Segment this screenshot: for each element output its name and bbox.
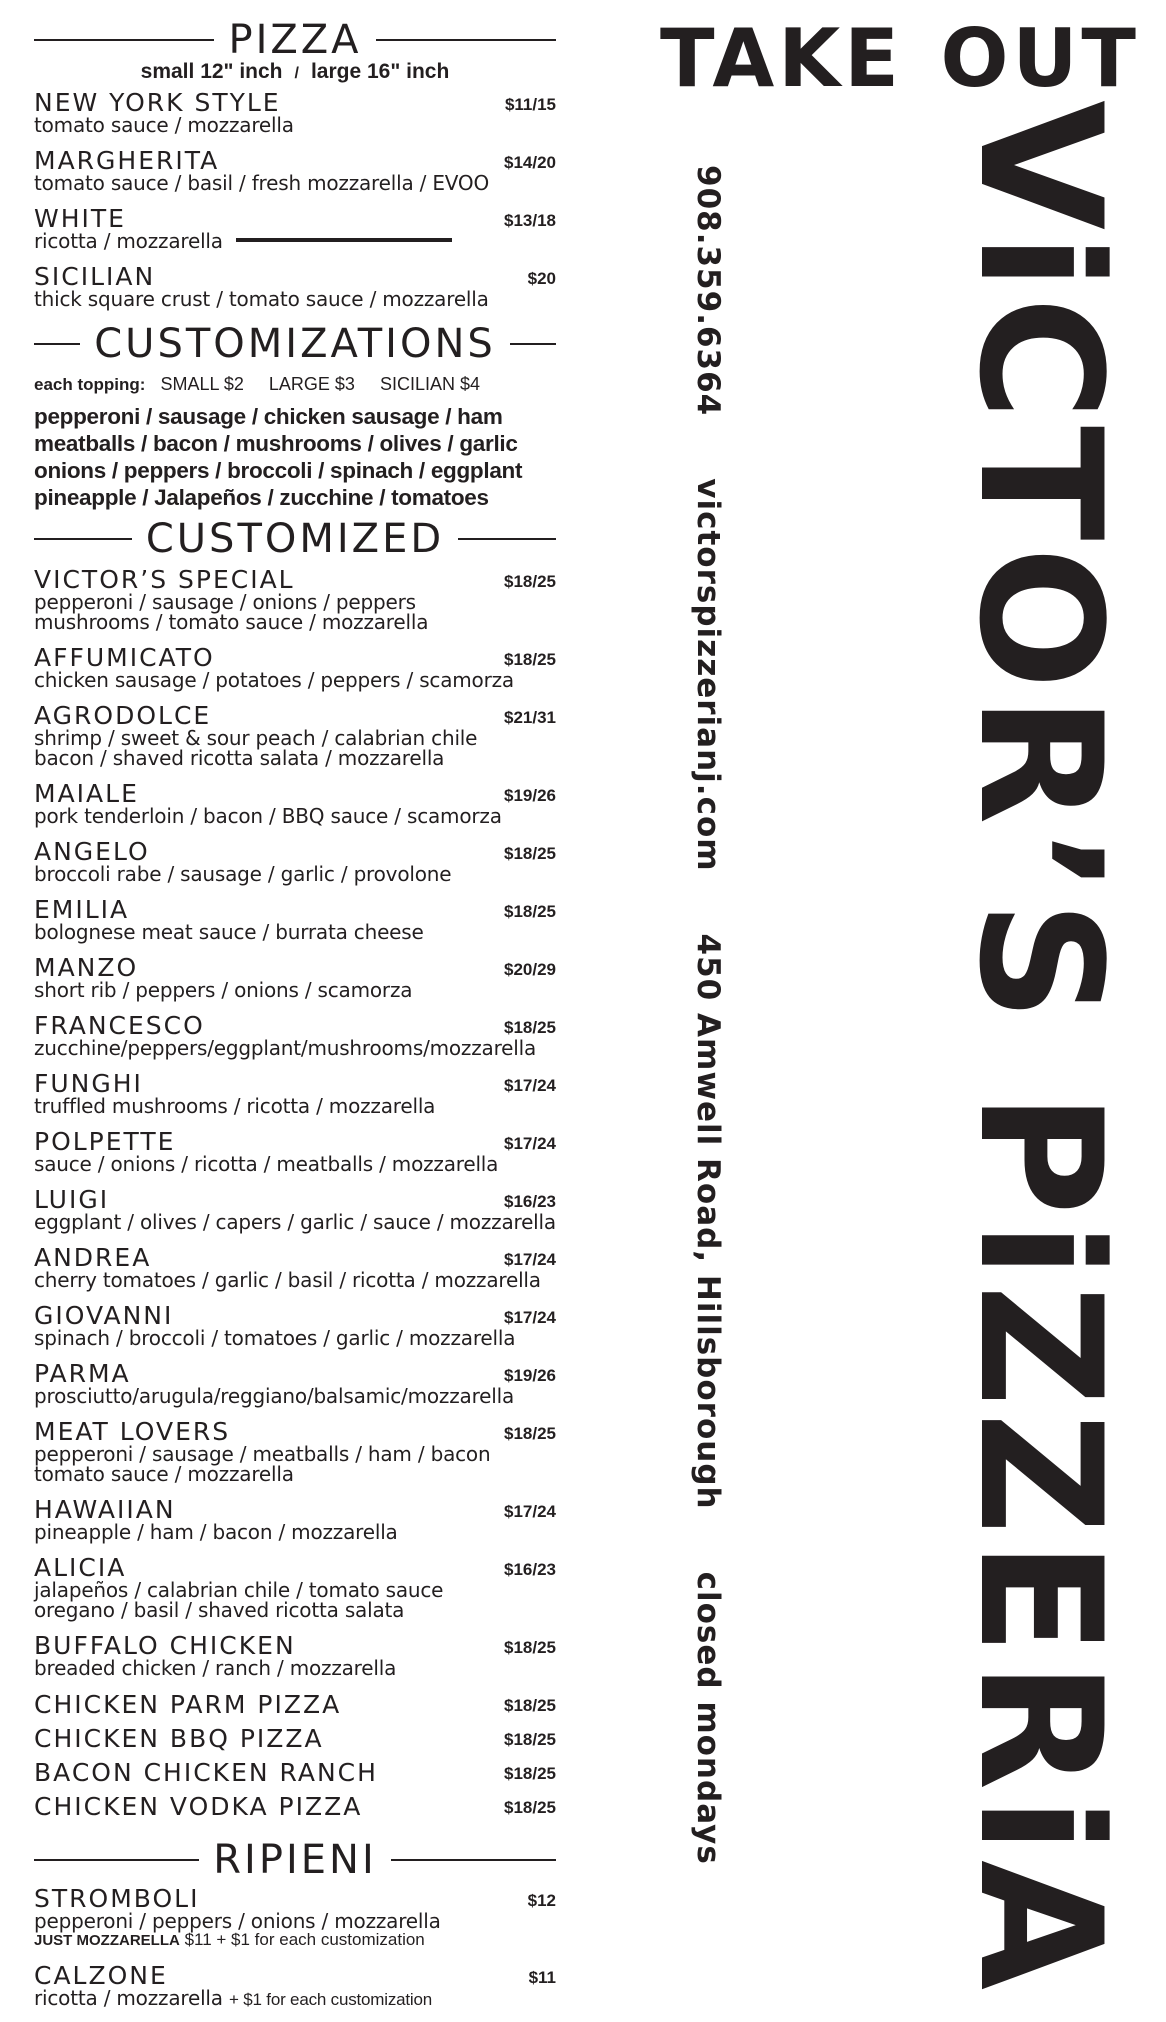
item-name: BACON CHICKEN RANCH (34, 1758, 378, 1787)
menu-item (34, 1245, 556, 1290)
item-name: AFFUMICATO (34, 643, 215, 672)
section-title: CUSTOMIZED (145, 516, 445, 562)
customized-list (34, 567, 556, 1678)
menu-item (34, 781, 556, 826)
item-name: PARMA (34, 1359, 131, 1388)
item-description: tomato sauce / mozzarella (34, 1462, 294, 1486)
menu-item (34, 1725, 556, 1752)
item-name: BUFFALO CHICKEN (34, 1631, 296, 1660)
item-description: tomato sauce / mozzarella (34, 113, 294, 137)
item-price: $18/25 (504, 1638, 556, 1657)
menu-item (34, 567, 556, 632)
item-price: $18/25 (504, 572, 556, 591)
takeout-word: TAKE (660, 12, 903, 105)
item-price: $20 (527, 269, 556, 288)
item-price: $18/25 (504, 650, 556, 669)
item-name: GIOVANNI (34, 1301, 174, 1330)
menu-item (34, 1187, 556, 1232)
toppings-line: pineapple / Jalapeños / zucchine / tomatoes (34, 485, 489, 510)
item-description: oregano / basil / shaved ricotta salata (34, 1598, 405, 1622)
menu-item (34, 1633, 556, 1678)
item-note (34, 1931, 556, 1950)
menu-item (34, 1419, 556, 1484)
item-name: ALICIA (34, 1553, 127, 1582)
item-name: FRANCESCO (34, 1011, 205, 1040)
item-price: $18/25 (504, 1696, 556, 1715)
divider (458, 538, 556, 540)
item-name: EMILIA (34, 895, 130, 924)
menu-item (34, 1071, 556, 1116)
item-name: MANZO (34, 953, 139, 982)
divider (510, 343, 556, 345)
note-text: $11 + $1 for each customization (184, 1930, 425, 1949)
takeout-heading (660, 12, 1140, 105)
item-description: mushrooms / tomato sauce / mozzarella (34, 610, 429, 634)
menu-item (34, 1497, 556, 1542)
divider (34, 1859, 199, 1861)
topping-prices (34, 374, 556, 395)
divider (34, 39, 214, 41)
item-name: NEW YORK STYLE (34, 88, 281, 117)
item-price: $21/31 (504, 708, 556, 727)
item-price: $12 (527, 1891, 556, 1910)
size-small: small 12" inch (140, 60, 283, 83)
item-price: $14/20 (504, 153, 556, 172)
pizza-section-header (34, 18, 556, 62)
size-large: large 16" inch (310, 60, 450, 83)
item-price: $11 (528, 1968, 556, 1987)
item-price: $16/23 (504, 1192, 556, 1211)
item-name: LUIGI (34, 1185, 110, 1214)
price-small: SMALL $2 (160, 374, 244, 394)
menu-item (34, 264, 556, 309)
item-name: AGRODOLCE (34, 701, 212, 730)
item-name: VICTOR’S SPECIAL (34, 565, 295, 594)
item-description: truffled mushrooms / ricotta / mozzarella (34, 1094, 436, 1118)
item-price: $18/25 (504, 1730, 556, 1749)
item-description: ricotta / mozzarella (34, 229, 223, 253)
each-topping-label: each topping: (34, 375, 146, 394)
menu-item-stromboli (34, 1886, 556, 1950)
customizations-section-header (34, 322, 556, 366)
phone-number: 908.359.6364 (690, 165, 726, 417)
menu-item (34, 1361, 556, 1406)
pizza-list (34, 90, 556, 309)
item-name: WHITE (34, 204, 126, 233)
item-name: CHICKEN BBQ PIZZA (34, 1724, 324, 1753)
menu-item (34, 206, 556, 251)
item-name: CHICKEN VODKA PIZZA (34, 1792, 363, 1821)
item-price: $19/26 (504, 1366, 556, 1385)
website: victorspizzerianj.com (690, 478, 726, 872)
ripieni-section-header (34, 1838, 556, 1882)
item-description: breaded chicken / ranch / mozzarella (34, 1656, 397, 1680)
item-name: POLPETTE (34, 1127, 176, 1156)
toppings-line: meatballs / bacon / mushrooms / olives / garlic (34, 431, 518, 456)
item-price: $18/25 (504, 1798, 556, 1817)
item-description: tomato sauce / basil / fresh mozzarella / EVOO (34, 171, 490, 195)
contact-info (688, 165, 728, 1865)
item-name: HAWAIIAN (34, 1495, 176, 1524)
item-description: cherry tomatoes / garlic / basil / ricotta / mozzarella (34, 1268, 541, 1292)
menu-item (34, 955, 556, 1000)
item-description: pork tenderloin / bacon / BBQ sauce / scamorza (34, 804, 502, 828)
menu-item (34, 148, 556, 193)
item-description: pepperoni / sausage / meatballs / ham / bacon (34, 1442, 491, 1466)
item-name: CHICKEN PARM PIZZA (34, 1690, 342, 1719)
item-description: bacon / shaved ricotta salata / mozzarella (34, 746, 445, 770)
item-price: $18/25 (504, 1764, 556, 1783)
item-description: jalapeños / calabrian chile / tomato sauce (34, 1578, 444, 1602)
divider (34, 343, 80, 345)
item-description: bolognese meat sauce / burrata cheese (34, 920, 424, 944)
menu-item (34, 1129, 556, 1174)
hours: closed mondays (690, 1571, 726, 1865)
menu-column (34, 18, 556, 2022)
item-note: + $1 for each customization (229, 1990, 432, 2009)
menu-item (34, 1555, 556, 1620)
item-price: $16/23 (504, 1560, 556, 1579)
item-name: ANDREA (34, 1243, 152, 1272)
brand-name: ViCTOR’S PiZZERiA (942, 100, 1138, 1997)
customized-section-header (34, 517, 556, 561)
simple-list (34, 1691, 556, 1820)
item-description: spinach / broccoli / tomatoes / garlic / mozzarella (34, 1326, 516, 1350)
item-name: ANGELO (34, 837, 150, 866)
size-separator: / (294, 65, 299, 82)
item-description: shrimp / sweet & sour peach / calabrian chile (34, 726, 478, 750)
item-price: $20/29 (504, 960, 556, 979)
toppings-line: pepperoni / sausage / chicken sausage / ham (34, 404, 503, 429)
item-price: $19/26 (504, 786, 556, 805)
section-title: CUSTOMIZATIONS (94, 321, 496, 367)
item-price: $17/24 (504, 1134, 556, 1153)
item-description (34, 1988, 556, 2009)
item-name: SICILIAN (34, 262, 156, 291)
item-description: sauce / onions / ricotta / meatballs / mozzarella (34, 1152, 499, 1176)
item-name: CALZONE (34, 1961, 168, 1990)
menu-item (34, 1691, 556, 1718)
item-description: pineapple / ham / bacon / mozzarella (34, 1520, 398, 1544)
toppings-line: onions / peppers / broccoli / spinach / eggplant (34, 458, 523, 483)
address: 450 Amwell Road, Hillsborough (690, 933, 726, 1510)
section-title: PIZZA (228, 17, 362, 63)
item-price: $18/25 (504, 1424, 556, 1443)
item-description: eggplant / olives / capers / garlic / sauce / mozzarella (34, 1210, 556, 1234)
menu-item (34, 645, 556, 690)
menu-item (34, 1013, 556, 1058)
decorative-rule (236, 238, 452, 242)
item-name: STROMBOLI (34, 1884, 200, 1913)
item-description: prosciutto/arugula/reggiano/balsamic/mozzarella (34, 1384, 515, 1408)
item-price: $18/25 (504, 844, 556, 863)
item-name: MEAT LOVERS (34, 1417, 231, 1446)
toppings-list (34, 403, 556, 511)
item-price: $18/25 (504, 1018, 556, 1037)
item-price: $17/24 (504, 1502, 556, 1521)
item-description: pepperoni / peppers / onions / mozzarella (34, 1909, 441, 1933)
menu-item (34, 1759, 556, 1786)
item-description: zucchine/peppers/eggplant/mushrooms/mozzarella (34, 1036, 537, 1060)
item-price: $17/24 (504, 1250, 556, 1269)
item-description: broccoli rabe / sausage / garlic / provolone (34, 862, 452, 886)
item-name: MARGHERITA (34, 146, 220, 175)
item-description: chicken sausage / potatoes / peppers / scamorza (34, 668, 514, 692)
divider (34, 538, 132, 540)
item-name: FUNGHI (34, 1069, 143, 1098)
menu-item (34, 90, 556, 135)
menu-item (34, 897, 556, 942)
menu-item (34, 1793, 556, 1820)
item-description-text: ricotta / mozzarella (34, 1986, 223, 2010)
note-bold: JUST MOZZARELLA (34, 1932, 180, 1949)
item-description: pepperoni / sausage / onions / peppers (34, 590, 416, 614)
item-description: thick square crust / tomato sauce / mozzarella (34, 287, 489, 311)
price-large: LARGE $3 (268, 374, 355, 394)
item-price: $13/18 (504, 211, 556, 230)
menu-item (34, 1303, 556, 1348)
item-price: $17/24 (504, 1076, 556, 1095)
takeout-word: OUT (940, 12, 1140, 105)
item-price: $17/24 (504, 1308, 556, 1327)
menu-item (34, 703, 556, 768)
menu-item-calzone (34, 1963, 556, 2009)
item-price: $18/25 (504, 902, 556, 921)
item-name: MAIALE (34, 779, 139, 808)
price-sicilian: SICILIAN $4 (379, 374, 480, 394)
divider (376, 39, 556, 41)
pizza-sizes (34, 60, 556, 84)
menu-item (34, 839, 556, 884)
item-price: $11/15 (504, 95, 556, 114)
section-title: RIPIENI (213, 1837, 377, 1883)
item-description: short rib / peppers / onions / scamorza (34, 978, 413, 1002)
divider (391, 1859, 556, 1861)
